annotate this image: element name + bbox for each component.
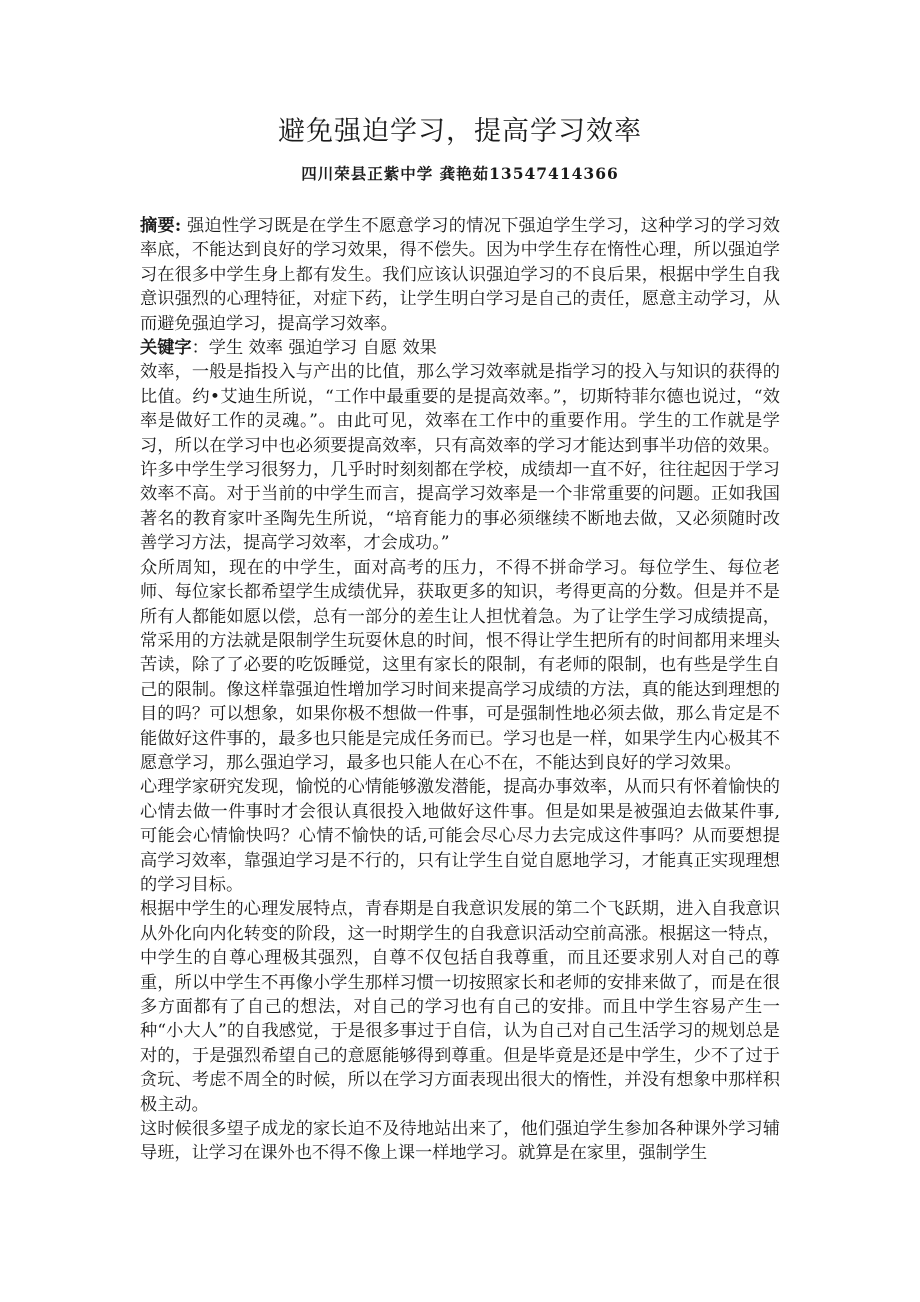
body-paragraph-1: 效率，一般是指投入与产出的比值，那么学习效率就是指学习的投入与知识的获得的比值。约•艾迪生所说，“工作中最重要的是提高效率。”，切斯特菲尔德也说过，“效率是做好工作的灵魂。”。由此可见，效率在工作中的重要作用。学生的工作就是学习，所以在学习中也必须要提高效率，只有高效率的学习才能达到事半功倍的效果。许多中学生学习很努力，几乎时时刻刻都在学校，成绩却一直不好，往往起因于学习效率不高。对于当前的中学生而言，提高学习效率是一个非常重要的问题。正如我国著名的教育家叶圣陶先生所说，“培育能力的事必须继续不断地去做，又必须随时改善学习方法，提高学习效率，才会成功。” xyxy=(140,362,780,554)
abstract-label: 摘要: xyxy=(140,216,182,236)
body-paragraph-4: 根据中学生的心理发展特点，青春期是自我意识发展的第二个飞跃期，进入自我意识从外化向内化转变的阶段，这一时期学生的自我意识活动空前高涨。根据这一特点，中学生的自尊心理极其强烈，自尊不仅包括自我尊重，而且还要求别人对自己的尊重，所以中学生不再像小学生那样习惯一切按照家长和老师的安排来做了，而是在很多方面都有了自己的想法，对自己的学习也有自己的安排。而且中学生容易产生一种“小大人”的自我感觉，于是很多事过于自信，认为自己对自己生活学习的规划总是对的，于是强烈希望自己的意愿能够得到尊重。但是毕竟是还是中学生，少不了过于贪玩、考虑不周全的时候，所以在学习方面表现出很大的惰性，并没有想象中那样积极主动。 xyxy=(140,899,780,1115)
keywords-text: ：学生 效率 强迫学习 自愿 效果 xyxy=(191,338,437,359)
body-paragraph-5: 这时候很多望子成龙的家长迫不及待地站出来了，他们强迫学生参加各种课外学习辅导班，让学习在课外也不得不像上课一样地学习。就算是在家里，强制学生 xyxy=(140,1119,780,1164)
document-title: 避免强迫学习，提高学习效率 xyxy=(278,116,642,147)
body-paragraph-3: 心理学家研究发现，愉悦的心情能够激发潜能，提高办事效率，从而只有怀着愉快的心情去做一件事时才会很认真很投入地做好这件事。但是如果是被强迫去做某件事,可能会心情愉快吗？心情不愉快的话,可能会尽心尽力去完成这件事吗？从而要想提高学习效率，靠强迫学习是不行的，只有让学生自觉自愿地学习，才能真正实现理想的学习目标。 xyxy=(140,777,780,895)
author-line: 四川荣县正紫中学 龚艳茹13547414366 xyxy=(301,164,619,183)
abstract xyxy=(140,214,780,336)
abstract-text: 强迫性学习既是在学生不愿意学习的情况下强迫学生学习，这种学习的学习效率底，不能达到良好的学习效果，得不偿失。因为中学生存在惰性心理，所以强迫学习在很多中学生身上都有发生。我们应该认识强迫学习的不良后果，根据中学生自我意识强烈的心理特征，对症下药，让学生明白学习是自己的责任，愿意主动学习，从而避免强迫学习，提高学习效率。 xyxy=(140,216,780,334)
document-page xyxy=(140,112,780,1166)
keywords-label: 关键字 xyxy=(140,338,192,359)
keywords xyxy=(140,336,780,360)
body-paragraph-2: 众所周知，现在的中学生，面对高考的压力，不得不拼命学习。每位学生、每位老师、每位家长都希望学生成绩优异，获取更多的知识，考得更高的分数。但是并不是所有人都能如愿以偿，总有一部分的差生让人担忧着急。为了让学生学习成绩提高，常采用的方法就是限制学生玩耍休息的时间，恨不得让学生把所有的时间都用来埋头苦读，除了了必要的吃饭睡觉，这里有家长的限制，有老师的限制，也有些是学生自己的限制。像这样靠强迫性增加学习时间来提高学习成绩的方法，真的能达到理想的目的吗？可以想象，如果你极不想做一件事，可是强制性地必须去做，那么肯定是不能做好这件事的，最多也只能是完成任务而已。学习也是一样，如果学生内心极其不愿意学习，那么强迫学习，最多也只能人在心不在，不能达到良好的学习效果。 xyxy=(140,557,780,773)
